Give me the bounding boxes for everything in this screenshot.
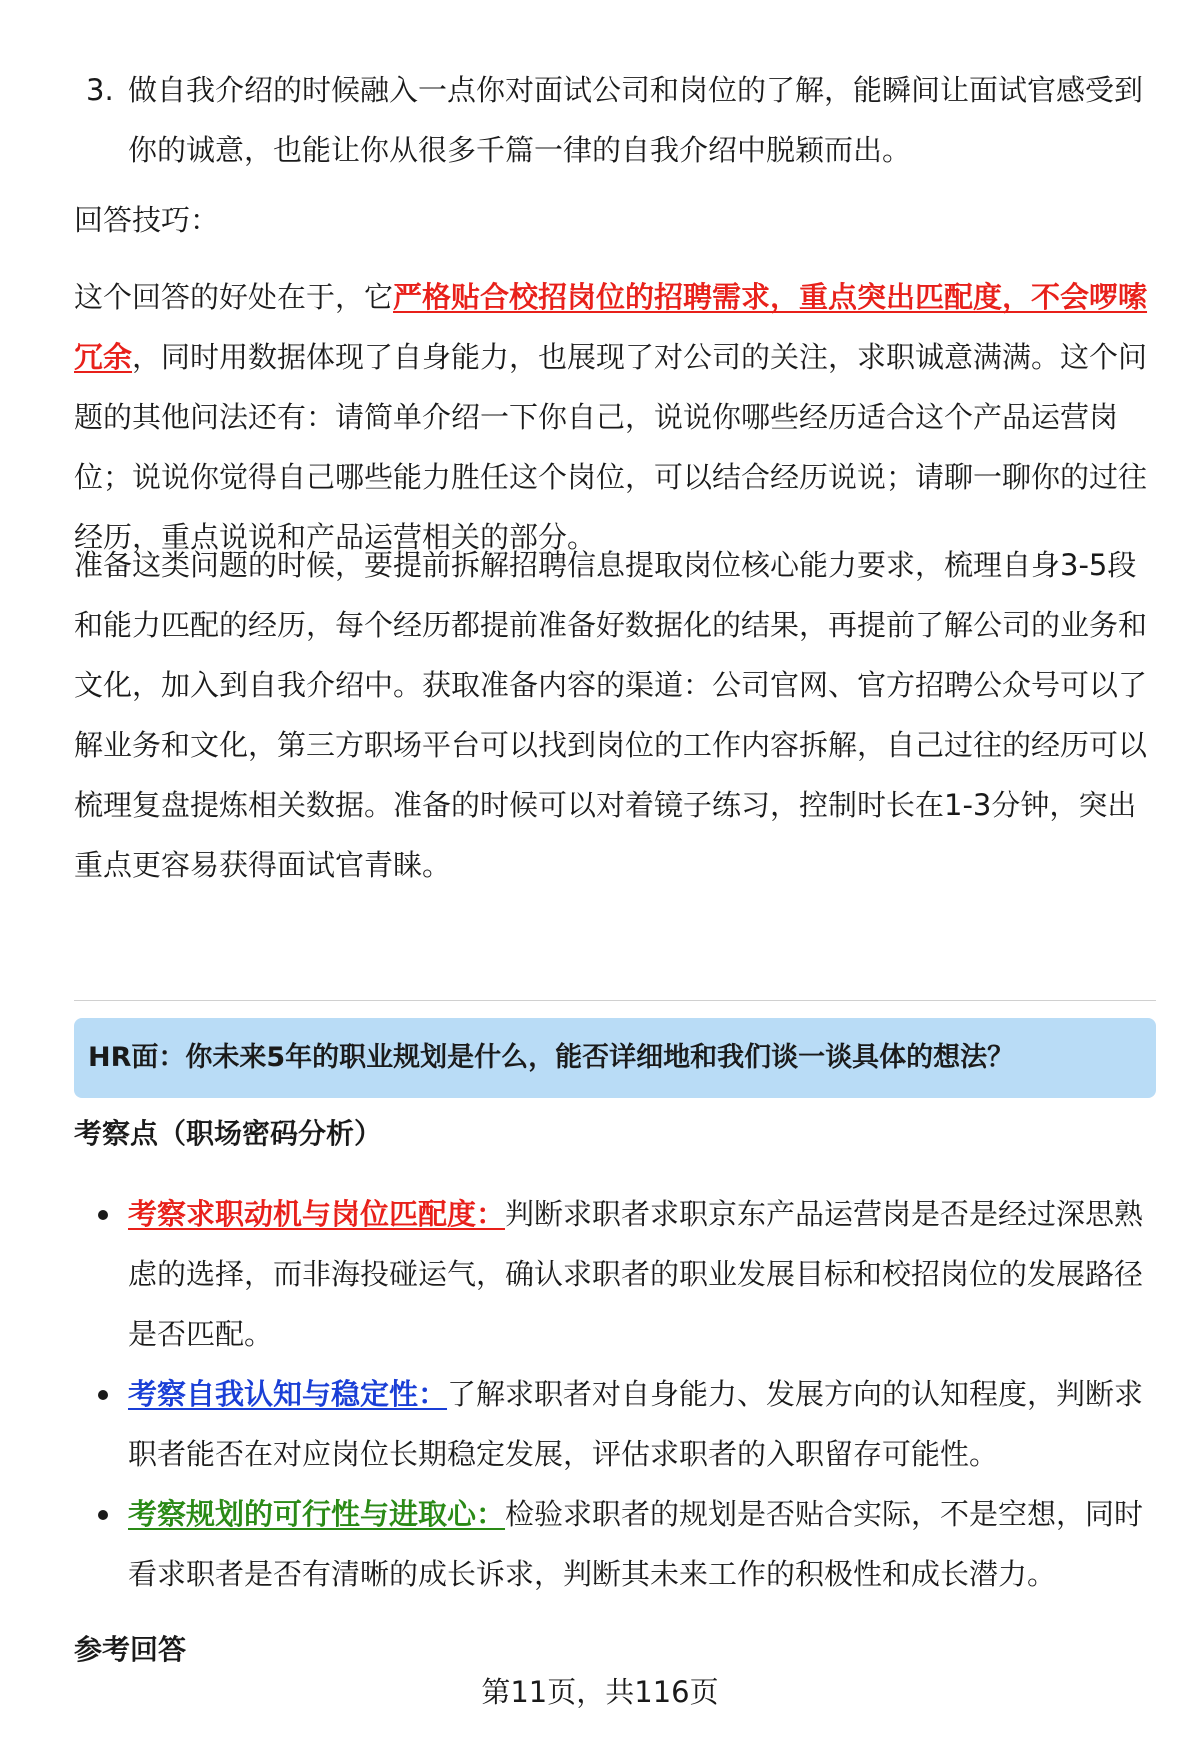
hr-question-box: HR面：你未来5年的职业规划是什么，能否详细地和我们谈一谈具体的想法？ <box>74 1018 1156 1098</box>
tips-heading: 回答技巧： <box>74 203 220 237</box>
item-text: 做自我介绍的时候融入一点你对面试公司和岗位的了解，能瞬间让面试官感受到你的诚意，也能让你从很多千篇一律的自我介绍中脱颖而出。 <box>128 73 1144 167</box>
reference-answer-heading: 参考回答 <box>74 1633 187 1666</box>
bullet-key: 考察自我认知与稳定性： <box>128 1377 448 1411</box>
answer-pre: 这个回答的好处在于，它 <box>74 280 394 314</box>
page-footer: 第11页，共116页 <box>481 1675 719 1709</box>
list-item <box>74 1184 1154 1364</box>
analysis-list <box>74 1184 1154 1604</box>
answer-post: ，同时用数据体现了自身能力，也展现了对公司的关注，求职诚意满满。这个问题的其他问法还有：请简单介绍一下你自己，说说你哪些经历适合这个产品运营岗位；说说你觉得自己哪些能力胜任这个岗位，可以结合经历说说；请聊一聊你的过往经历，重点说说和产品运营相关的部分。 <box>74 340 1148 554</box>
bullet-dot <box>98 1510 108 1520</box>
answer-paragraph <box>74 267 1154 567</box>
bullet-key: 考察规划的可行性与进取心： <box>128 1497 506 1531</box>
bullet-dot <box>98 1210 108 1220</box>
preparation-paragraph: 准备这类问题的时候，要提前拆解招聘信息提取岗位核心能力要求，梳理自身3-5段和能力匹配的经历，每个经历都提前准备好数据化的结果，再提前了解公司的业务和文化，加入到自我介绍中。获取准备内容的渠道：公司官网、官方招聘公众号可以了解业务和文化，第三方职场平台可以找到岗位的工作内容拆解，自己过往的经历可以梳理复盘提炼相关数据。准备的时候可以对着镜子练习，控制时长在1-3分钟，突出重点更容易获得面试官青睐。 <box>74 548 1148 882</box>
list-item <box>74 1484 1154 1604</box>
bullet-text: 检验求职者的规划是否贴合实际，不是空想，同时看求职者是否有清晰的成长诉求，判断其未来工作的积极性和成长潜力。 <box>128 1497 1144 1591</box>
bullet-dot <box>98 1390 108 1400</box>
list-item <box>74 1364 1154 1484</box>
analysis-heading: 考察点（职场密码分析） <box>74 1117 383 1150</box>
bullet-text: 判断求职者求职京东产品运营岗是否是经过深思熟虑的选择，而非海投碰运气，确认求职者的职业发展目标和校招岗位的发展路径是否匹配。 <box>128 1197 1144 1351</box>
section-divider <box>74 1000 1156 1001</box>
bullet-key: 考察求职动机与岗位匹配度： <box>128 1197 506 1231</box>
bullet-text: 了解求职者对自身能力、发展方向的认知程度，判断求职者能否在对应岗位长期稳定发展，评估求职者的入职留存可能性。 <box>128 1377 1144 1471</box>
item-number: 3. <box>86 73 114 107</box>
numbered-item-3 <box>74 60 1154 180</box>
answer-highlight: 严格贴合校招岗位的招聘需求，重点突出匹配度，不会啰嗦冗余 <box>74 280 1148 374</box>
